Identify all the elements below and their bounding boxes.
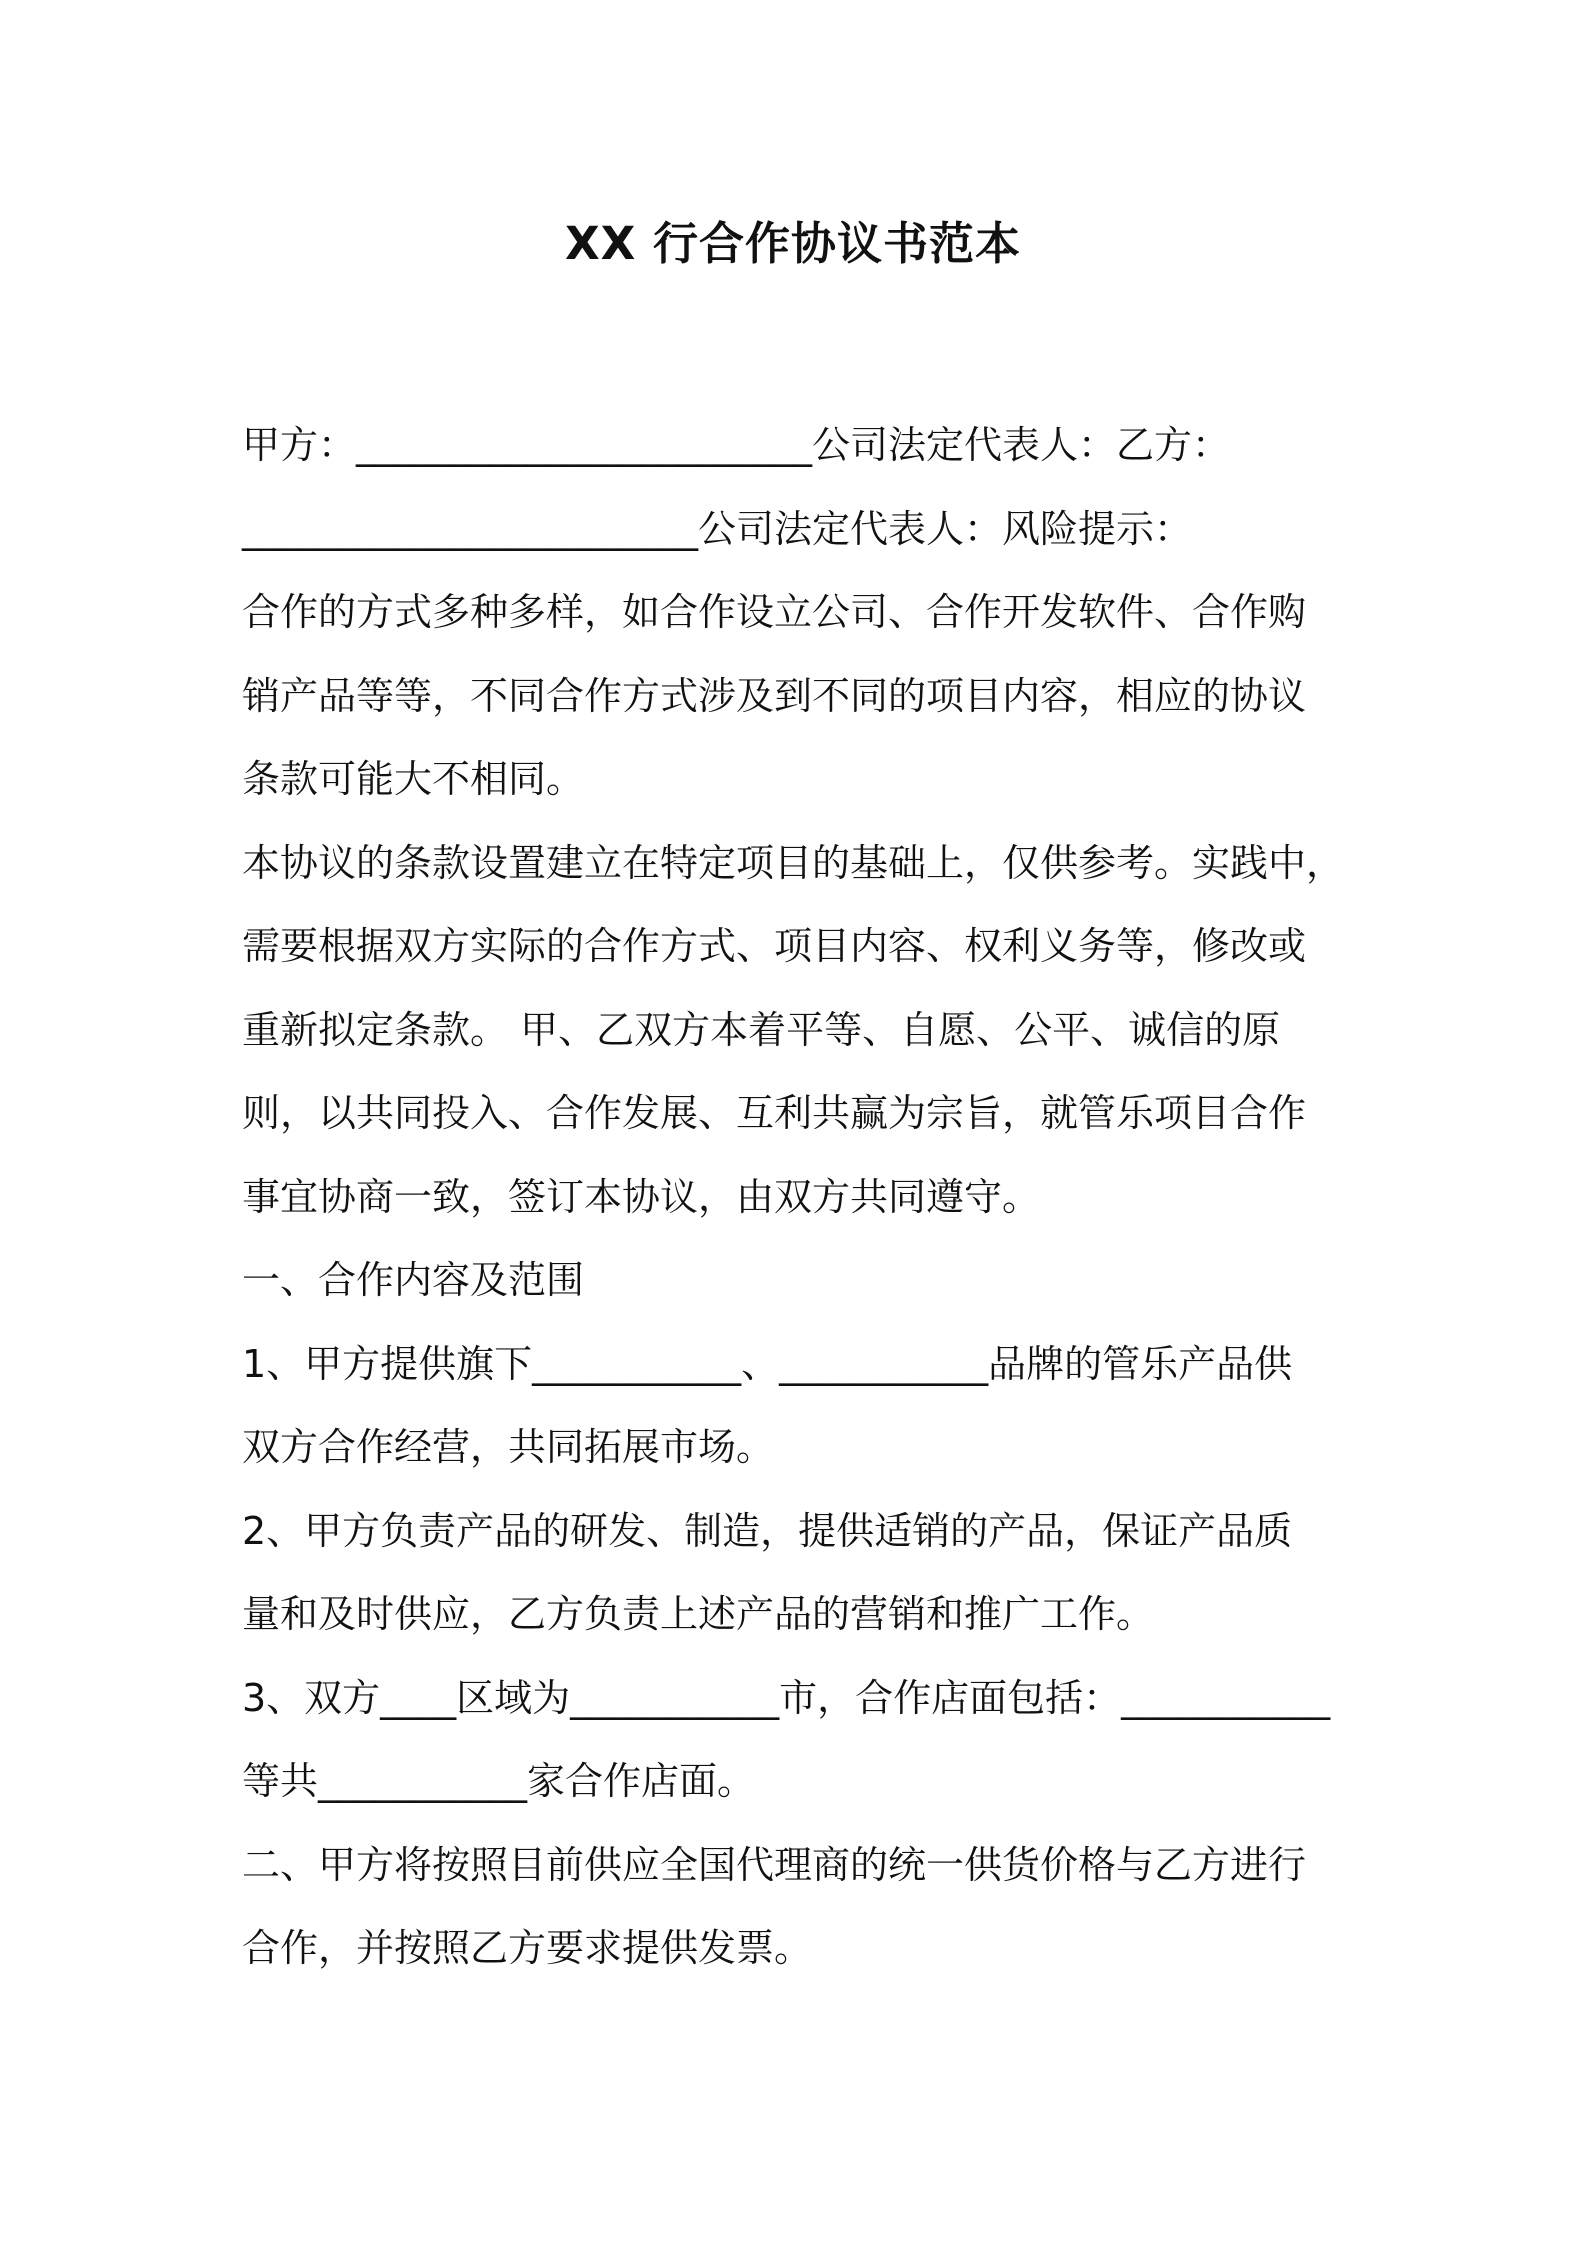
text-line: 销产品等等，不同合作方式涉及到不同的项目内容，相应的协议 xyxy=(242,673,1307,718)
section-heading: 二、甲方将按照目前供应全国代理商的统一供货价格与乙方进行 xyxy=(242,1842,1307,1887)
clause-line: 量和及时供应，乙方负责上述产品的营销和推广工作。 xyxy=(242,1592,1155,1636)
text-line: 需要根据双方实际的合作方式、项目内容、权利义务等，修改或 xyxy=(242,924,1307,968)
document-title: XX 行合作协议书范本 xyxy=(564,217,1022,270)
clause-line: 合作，并按照乙方要求提供发票。 xyxy=(242,1926,813,1970)
party-b-line: ________________________公司法定代表人：风险提示： xyxy=(242,506,1193,551)
clause-line: 2、甲方负责产品的研发、制造，提供适销的产品，保证产品质 xyxy=(242,1508,1293,1553)
clause-line: 1、甲方提供旗下___________、___________品牌的管乐产品供 xyxy=(242,1341,1293,1386)
text-line: 重新拟定条款。 甲、乙双方本着平等、自愿、公平、诚信的原 xyxy=(242,1007,1281,1052)
party-a-line: 甲方：________________________公司法定代表人：乙方： xyxy=(242,423,1231,467)
text-line: 条款可能大不相同。 xyxy=(242,757,585,801)
clause-line: 3、双方____区域为___________市，合作店面包括：___________ xyxy=(242,1675,1331,1720)
text-line: 事宜协商一致，签订本协议，由双方共同遵守。 xyxy=(242,1174,1041,1219)
clause-line: 双方合作经营，共同拓展市场。 xyxy=(242,1425,775,1469)
clause-line: 等共___________家合作店面。 xyxy=(242,1759,756,1803)
text-line: 则，以共同投入、合作发展、互利共赢为宗旨，就管乐项目合作 xyxy=(242,1091,1307,1135)
text-line: 本协议的条款设置建立在特定项目的基础上，仅供参考。实践中， xyxy=(242,840,1345,885)
text-line: 合作的方式多种多样，如合作设立公司、合作开发软件、合作购 xyxy=(242,590,1307,634)
section-heading: 一、合作内容及范围 xyxy=(242,1258,585,1302)
document-body xyxy=(242,404,1348,1991)
